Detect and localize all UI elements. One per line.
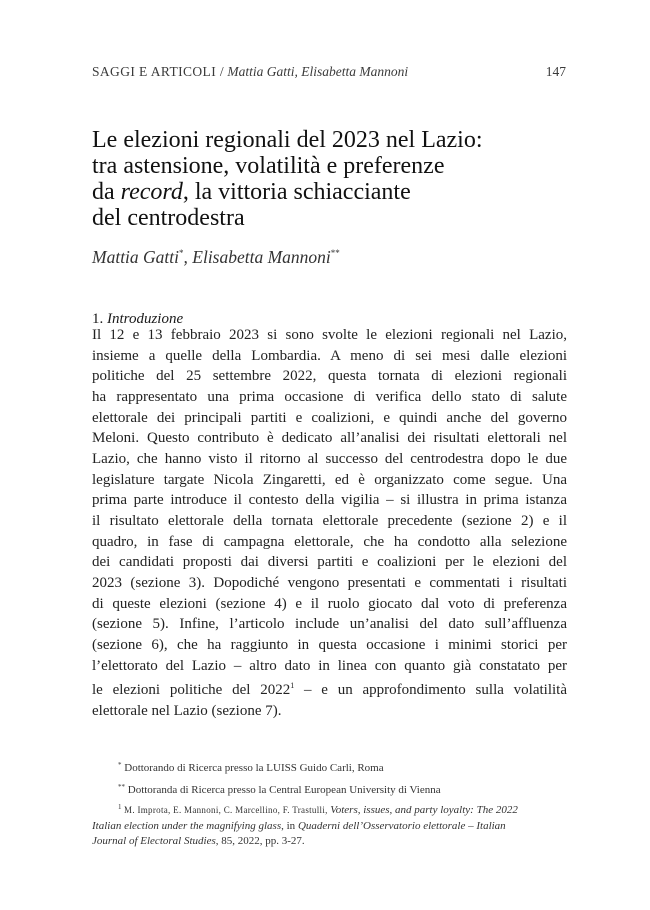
title-line: del centrodestra <box>92 205 245 231</box>
text-line: l’elettorato del Lazio – altro dato in linea con quanto già constatato per <box>92 657 567 674</box>
text-line: (sezione 6), che ha raggiunto in questa occasione i minimi storici per <box>92 636 567 653</box>
text-line: ha rappresentato una prima occasione di verifica dello stato di salute <box>92 388 567 405</box>
footnote-ref: 1 <box>290 681 295 691</box>
author-footnote-mark: ** <box>330 248 340 258</box>
footnote-journal: Quaderni dell’Osservatorio elettorale – Italian <box>297 819 506 832</box>
text-line: politiche del 25 settembre 2022, questa tornata di elezioni regionali <box>92 368 567 385</box>
footnote-text: Dottorando di Ricerca presso la LUISS Guido Carli, Roma <box>121 762 384 774</box>
footnote <box>92 758 567 777</box>
text-line: dei candidati proposti dai diversi partiti e coalizioni per le elezioni del <box>92 554 567 571</box>
footnote-text: , in <box>281 819 298 832</box>
text-line: (sezione 5). Infine, l’articolo include un’analisi del dato sull’affluenza <box>92 616 567 633</box>
running-header-left <box>92 64 408 80</box>
text-line: Lazio, che hanno visto il ritorno al successo del centrodestra dopo le due <box>92 450 567 467</box>
footnote <box>92 780 567 799</box>
title-text: , la vittoria schiacciante <box>182 179 411 205</box>
title-line: tra astensione, volatilità e preferenze <box>92 153 445 179</box>
section-title: Introduzione <box>107 311 184 327</box>
footnote-authors: M. Improta, E. Mannoni, C. Marcellino, F. Trastulli, <box>121 805 331 815</box>
text-segment: – e un approfondimento sulla volatilità <box>294 682 567 699</box>
author-footnote-mark: * <box>179 248 184 258</box>
article-authors <box>92 247 340 268</box>
text-line: legislature targate Nicola Zingaretti, ed è organizzato come segue. Una <box>92 471 567 488</box>
footnote <box>92 800 567 850</box>
footnote-text: , 85, 2022, pp. 3-27. <box>215 835 305 847</box>
text-line: il risultato elettorale della tornata elettorale precedente (sezione 2) e il <box>92 512 567 529</box>
title-line <box>92 179 572 205</box>
section-number: 1. <box>92 311 104 327</box>
header-authors: Mattia Gatti, Elisabetta Mannoni <box>227 64 409 79</box>
footnote-mark: * <box>118 761 122 769</box>
text-line: elettorale nel Lazio (sezione 7). <box>92 702 282 719</box>
author-name: Mattia Gatti <box>92 247 180 267</box>
footnote-mark: ** <box>118 783 125 791</box>
text-line: Il 12 e 13 febbraio 2023 si sono svolte le elezioni regionali nel Lazio, <box>92 327 567 343</box>
text-line: insieme a quelle della Lombardia. A meno di sei mesi dalle elezioni <box>92 347 567 364</box>
text-line: di queste elezioni (sezione 4) e il ruolo giocato dal voto di preferenza <box>92 595 567 612</box>
footnote-mark: 1 <box>118 803 122 811</box>
section-label: SAGGI E ARTICOLI / <box>92 64 225 79</box>
title-line: Le elezioni regionali del 2023 nel Lazio: <box>92 127 483 153</box>
text-line: 2023 (sezione 3). Dopodiché vengono presentati e commentati i risultati <box>92 574 567 591</box>
footnote-journal: Journal of Electoral Studies <box>92 835 216 847</box>
text-line: elettorale dei principali partiti e coalizioni, e quindi anche del governo <box>92 409 567 426</box>
text-segment: le elezioni politiche del 2022 <box>92 682 291 699</box>
text-line: prima parte introduce il contesto della vigilia – si illustra in prima istanza <box>92 492 567 509</box>
page-number: 147 <box>545 64 566 79</box>
footnote-text: Dottoranda di Ricerca presso la Central European University di Vienna <box>125 784 441 796</box>
author-name: Elisabetta Mannoni <box>192 247 331 267</box>
body-text <box>92 325 567 721</box>
text-line <box>92 676 567 701</box>
text-line: quadro, in fase di campagna elettorale, che ha condotto alla selezione <box>92 533 567 550</box>
title-italic-word: record <box>120 179 183 205</box>
text-line: Meloni. Questo contributo è dedicato all’analisi dei risultati elettorali nel <box>92 430 567 447</box>
title-text: da <box>92 179 121 205</box>
author-separator: , <box>183 247 193 267</box>
footnote-title: Voters, issues, and party loyalty: The 2022 <box>330 804 518 816</box>
article-title <box>92 127 572 231</box>
footnote-title: Italian election under the magnifying glass <box>92 819 282 832</box>
